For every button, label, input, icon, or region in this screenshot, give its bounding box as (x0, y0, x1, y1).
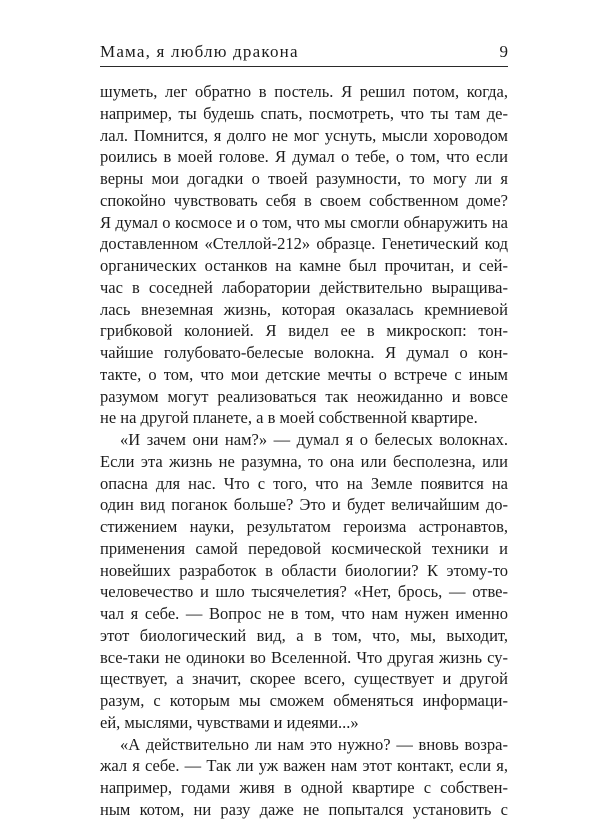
text-line: спокойно чувствовать себя в своем собственном доме? (100, 190, 508, 210)
text-line: шуметь, лег обратно в постель. Я решил потом, когда, (100, 82, 508, 101)
text-line: разумом могут реализоваться так неожиданно и вовсе (100, 386, 508, 406)
running-head: Мама, я люблю дракона (100, 42, 299, 61)
text-line: лась внеземная жизнь, которая оказалась кремниевой (100, 299, 508, 319)
text-line: такте, о том, что мои детские мечты о встрече с иным (100, 364, 508, 384)
text-line: «И зачем они нам?» — думал я о белесых волокнах. (120, 430, 508, 449)
text-line: новейших разработок в области биологии? К этому-то (100, 560, 508, 580)
text-line: Я думал о космосе и о том, что мы смогли обнаружить на (100, 212, 508, 232)
text-line: час в соседней лаборатории действительно выращива- (100, 277, 508, 297)
text-line: ей, мыслями, чувствами и идеями...» (100, 712, 359, 732)
text-line: жал я себе. — Так ли уж важен нам этот контакт, если я, (100, 756, 508, 776)
text-line: лал. Помнится, я долго не мог уснуть, мысли хороводом (100, 125, 508, 145)
text-line: не на другой планете, а в моей собственной квартире. (100, 408, 478, 428)
text-line: органических останков на камне был прочитан, и сей- (100, 256, 508, 275)
text-line: Если эта жизнь не разумна, то она или бесполезна, или (100, 451, 508, 471)
text-line: разум, с которым мы сможем обменяться информаци- (100, 691, 508, 710)
text-line: роились в моей голове. Я думал о тебе, о том, что если (100, 147, 508, 167)
text-line: верны мои догадки о твоей разумности, то могу ли я (100, 169, 508, 188)
text-line: ществует, а значит, скорее всего, существует и другой (100, 669, 508, 689)
page-number: 9 (499, 42, 508, 61)
text-line: доставленном «Стеллой-212» образце. Генетический код (100, 234, 508, 254)
text-line: применения самой передовой космической техники и (100, 538, 508, 558)
text-line: например, годами живя в одной квартире с собствен- (100, 778, 508, 797)
text-line: все-таки не одиноки во Вселенной. Что другая жизнь су- (100, 647, 508, 667)
text-line: этот биологический вид, а в том, что, мы, выходит, (100, 625, 508, 645)
text-line: стижением науки, результатом героизма астронавтов, (100, 517, 508, 536)
text-line: грибковой колонией. Я видел ее в микроскоп: тон- (100, 321, 508, 341)
text-line: «А действительно ли нам это нужно? — вновь возра- (120, 734, 508, 754)
text-line: ным котом, ни разу даже не попытался установить с (100, 799, 508, 819)
text-line: один вид поганок больше? Это и будет величайшим до- (100, 495, 508, 515)
text-line: опасна для нас. Что с того, что на Земле появится на (100, 473, 508, 493)
text-line: человечество и шло тысячелетия? «Нет, брось, — отве- (100, 582, 508, 602)
page-header (100, 40, 508, 67)
text-line: например, ты будешь спать, посмотреть, что ты там де- (100, 103, 508, 123)
body-text (100, 81, 508, 821)
text-line: чайшие голубовато-белесые волокна. Я думал о кон- (100, 343, 508, 362)
text-line: чал я себе. — Вопрос не в том, что нам нужен именно (100, 604, 508, 623)
